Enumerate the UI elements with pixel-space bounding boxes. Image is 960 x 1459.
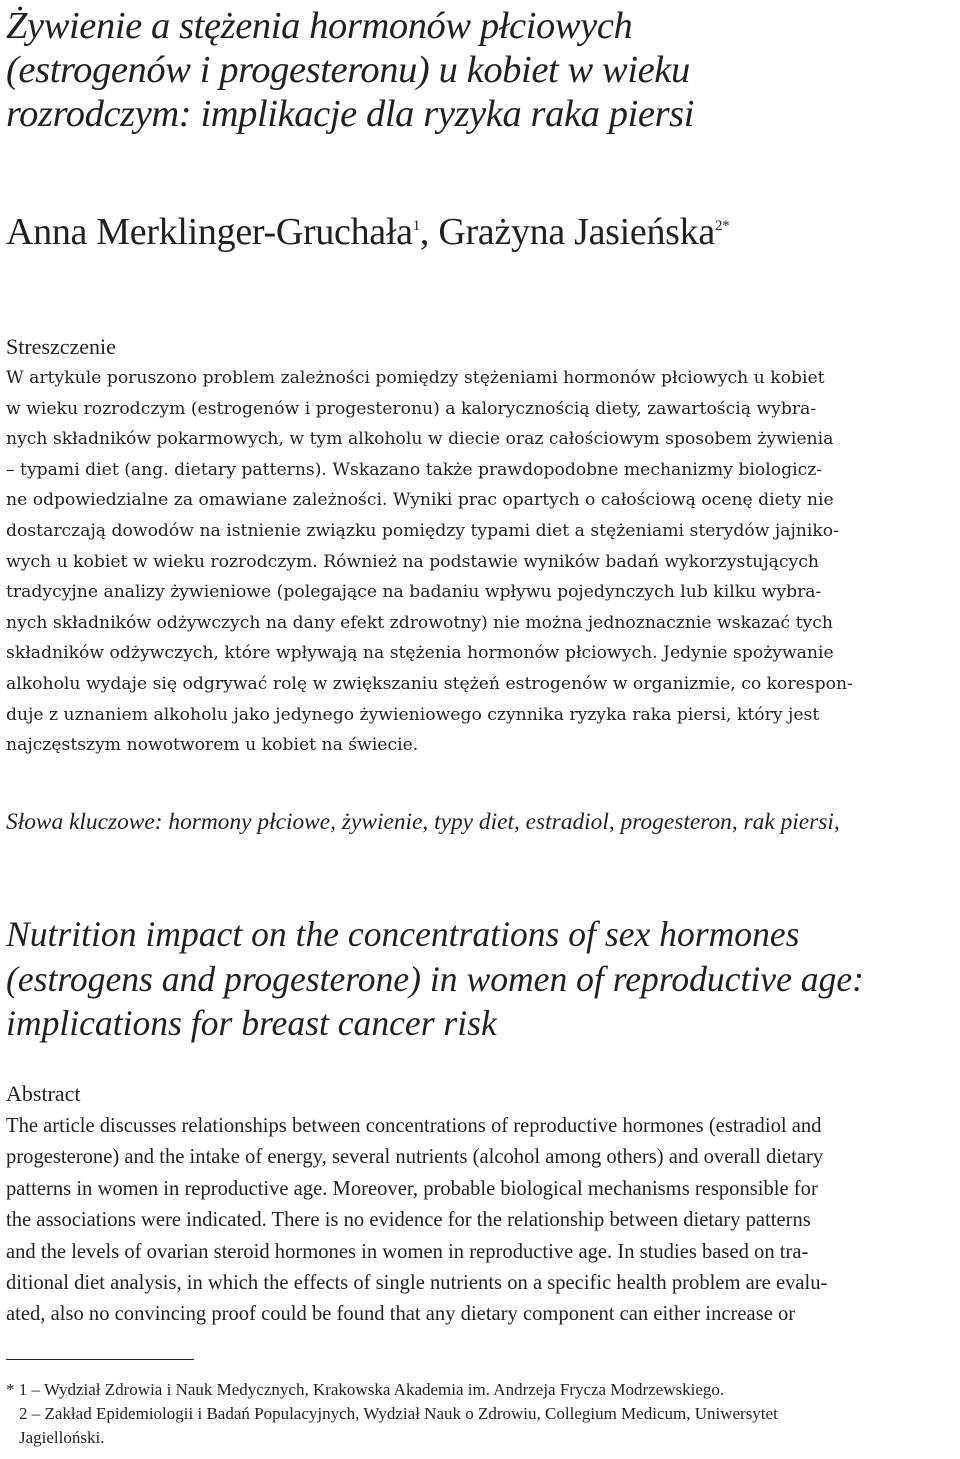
english-abstract-heading: Abstract <box>6 1081 81 1106</box>
polish-abstract-heading: Streszczenie <box>6 334 116 359</box>
polish-title-line: (estrogenów i progesteronu) u kobiet w wieku <box>6 49 690 91</box>
footnotes <box>6 1378 956 1450</box>
affiliation-marker: 2* <box>714 218 730 234</box>
english-title <box>6 912 956 1046</box>
polish-abstract <box>6 363 956 761</box>
abstract-line: nych składników odżywczych na dany efekt zdrowotny) nie można jednoznacznie wskazać tych <box>6 612 833 633</box>
polish-title <box>6 4 946 136</box>
footnote-affiliation-2-cont: Jagielloński. <box>19 1428 105 1447</box>
abstract-line: nych składników pokarmowych, w tym alkoholu w diecie oraz całościowym sposobem żywienia <box>6 429 834 450</box>
abstract-line: and the levels of ovarian steroid hormones in women in reproductive age. In studies based on tra- <box>6 1240 809 1263</box>
english-title-line: implications for breast cancer risk <box>6 1003 497 1043</box>
english-title-line: Nutrition impact on the concentrations of sex hormones <box>6 914 800 954</box>
abstract-line: ditional diet analysis, in which the effects of single nutrients on a specific health problem are evalu- <box>6 1272 828 1295</box>
abstract-line: w wieku rozrodczym (estrogenów i progesteronu) a kalorycznością diety, zawartością wybra- <box>6 398 817 419</box>
keywords-label: Słowa kluczowe: <box>6 809 163 835</box>
author-separator: , <box>419 211 439 253</box>
affiliation-marker: 1 <box>412 218 420 234</box>
author-list <box>6 208 729 264</box>
english-title-line: (estrogens and progesterone) in women of reproductive age: <box>6 958 864 999</box>
abstract-line: tradycyjne analizy żywieniowe (polegające na badaniu wpływu pojedynczych lub kilku wybra- <box>6 582 822 603</box>
abstract-line: ated, also no convincing proof could be found that any dietary component can either increase or <box>6 1303 796 1326</box>
abstract-line: progesterone) and the intake of energy, several nutrients (alcohol among others) and overall dietary <box>6 1146 824 1169</box>
abstract-line: ne odpowiedzialne za omawiane zależności. Wyniki prac opartych o całościową ocenę diety nie <box>6 490 834 511</box>
abstract-line: duje z uznaniem alkoholu jako jedynego żywieniowego czynnika ryzyka raka piersi, który jest <box>6 704 820 725</box>
abstract-line: wych u kobiet w wieku rozrodczym. Również na podstawie wyników badań wykorzystujących <box>6 551 819 572</box>
keywords <box>6 806 840 838</box>
footnote-divider <box>6 1359 194 1360</box>
author-name: Grażyna Jasieńska <box>438 211 715 253</box>
abstract-line: – typami diet (ang. dietary patterns). Wskazano także prawdopodobne mechanizmy biologicz- <box>6 459 823 480</box>
abstract-line: patterns in women in reproductive age. Moreover, probable biological mechanisms responsible for <box>6 1177 818 1200</box>
keywords-list: hormony płciowe, żywienie, typy diet, estradiol, progesteron, rak piersi, <box>162 809 840 835</box>
abstract-line: najczęstszym nowotworem u kobiet na świecie. <box>6 735 419 756</box>
author-name: Anna Merklinger-Gruchała <box>6 211 413 253</box>
english-abstract <box>6 1111 956 1331</box>
abstract-line: The article discusses relationships between concentrations of reproductive hormones (estradiol and <box>6 1115 822 1137</box>
polish-title-line: Żywienie a stężenia hormonów płciowych <box>6 5 633 47</box>
footnote-affiliation-2: 2 – Zakład Epidemiologii i Badań Populacyjnych, Wydział Nauk o Zdrowiu, Collegium Medicum, Uniwersytet <box>19 1404 778 1423</box>
abstract-line: the associations were indicated. There is no evidence for the relationship between dietary patterns <box>6 1209 811 1232</box>
footnote-affiliation-1: * 1 – Wydział Zdrowia i Nauk Medycznych, Krakowska Akademia im. Andrzeja Frycza Modrzewskiego. <box>6 1380 725 1399</box>
abstract-line: W artykule poruszono problem zależności pomiędzy stężeniami hormonów płciowych u kobiet <box>6 368 825 388</box>
abstract-line: alkoholu wydaje się odgrywać rolę w zwiększaniu stężeń estrogenów w organizmie, co korespon- <box>6 673 853 694</box>
abstract-line: składników odżywczych, które wpływają na stężenia hormonów płciowych. Jedynie spożywanie <box>6 643 834 664</box>
abstract-line: dostarczają dowodów na istnienie związku pomiędzy typami diet a stężeniami sterydów jajniko- <box>6 520 839 541</box>
polish-title-line: rozrodczym: implikacje dla ryzyka raka piersi <box>6 93 695 135</box>
